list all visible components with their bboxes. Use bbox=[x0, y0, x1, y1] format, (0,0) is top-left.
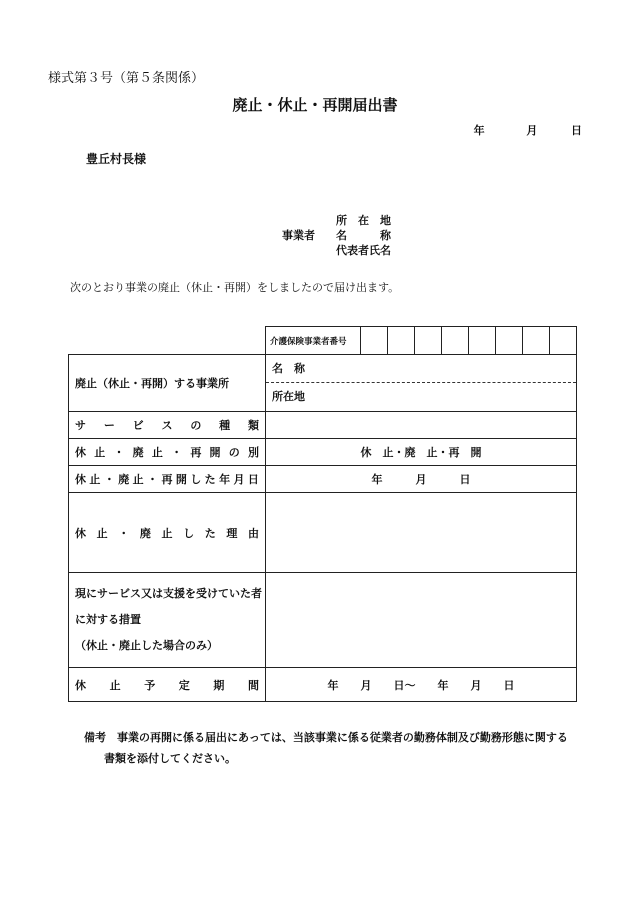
label-char: ・ bbox=[113, 446, 125, 459]
office-label: 廃止（休止・再開）する事業所 bbox=[69, 355, 266, 412]
label-char: の bbox=[190, 419, 202, 432]
label-char: 予 bbox=[144, 678, 156, 692]
label-char: 休 bbox=[75, 473, 86, 486]
label-char: た bbox=[204, 526, 216, 540]
label-char: 止 bbox=[151, 446, 163, 459]
reason-field[interactable] bbox=[266, 493, 577, 573]
label-char: た bbox=[204, 473, 216, 486]
service-type-row bbox=[69, 412, 577, 439]
date-day-label: 日 bbox=[571, 124, 582, 137]
label-char: ビ bbox=[132, 419, 144, 432]
reason-label bbox=[69, 493, 266, 573]
label-char: 理 bbox=[226, 526, 238, 540]
category-value[interactable]: 休 止・廃 止・再 開 bbox=[266, 439, 577, 466]
form-number: 様式第３号（第５条関係） bbox=[48, 71, 205, 86]
label-char: 月 bbox=[233, 473, 245, 486]
measures-line-1: 現にサービス又は支援を受けていた者 bbox=[75, 587, 262, 600]
label-char: し bbox=[183, 526, 195, 540]
notification-table bbox=[68, 326, 577, 702]
provider-number-label: 介護保険事業者番号 bbox=[266, 327, 361, 355]
sender-address-label: 所 在 地 bbox=[336, 214, 391, 227]
sender-name-label: 名 称 bbox=[336, 229, 391, 242]
sender-block bbox=[282, 213, 400, 258]
label-char: 止 bbox=[161, 526, 173, 540]
label-char: し bbox=[190, 473, 202, 486]
label-char: 止 bbox=[94, 446, 106, 459]
label-char: 再 bbox=[190, 446, 202, 459]
provider-number-digit-8[interactable] bbox=[550, 327, 577, 355]
provider-number-digit-3[interactable] bbox=[415, 327, 442, 355]
office-row bbox=[69, 355, 577, 412]
measures-field[interactable] bbox=[266, 573, 577, 668]
label-char: 別 bbox=[247, 446, 259, 459]
label-char: 止 bbox=[132, 473, 144, 486]
category-row bbox=[69, 439, 577, 466]
measures-line-2: に対する措置 bbox=[75, 613, 141, 626]
sender-representative-label: 代表者氏名 bbox=[336, 244, 391, 257]
label-char: 類 bbox=[247, 419, 259, 432]
period-label bbox=[69, 668, 266, 702]
reason-row bbox=[69, 493, 577, 573]
provider-number-digit-6[interactable] bbox=[496, 327, 523, 355]
date-month-label: 月 bbox=[526, 124, 538, 137]
label-char: 間 bbox=[247, 678, 259, 692]
date-row bbox=[69, 466, 577, 493]
label-char: ス bbox=[161, 419, 173, 432]
date-year-label: 年 bbox=[473, 124, 485, 137]
provider-number-digit-5[interactable] bbox=[469, 327, 496, 355]
notes bbox=[84, 727, 568, 769]
service-type-field[interactable] bbox=[266, 412, 577, 439]
label-char: 種 bbox=[219, 419, 231, 432]
label-char: ・ bbox=[103, 473, 115, 486]
provider-number-digit-4[interactable] bbox=[442, 327, 469, 355]
measures-row bbox=[69, 573, 577, 668]
label-char: ・ bbox=[147, 473, 159, 486]
notes-line-1: 備考 事業の再開に係る届出にあっては、当該事業に係る従業者の勤務体制及び勤務形態に関する bbox=[84, 731, 568, 744]
provider-number-row bbox=[69, 327, 577, 355]
label-char: 休 bbox=[75, 446, 86, 459]
label-char: 由 bbox=[248, 526, 259, 540]
category-label bbox=[69, 439, 266, 466]
period-value[interactable]: 年 月 日～ 年 月 日 bbox=[266, 668, 577, 702]
label-char: 止 bbox=[89, 473, 101, 486]
provider-number-digit-1[interactable] bbox=[361, 327, 388, 355]
label-char: 休 bbox=[75, 678, 86, 692]
office-address-label: 所在地 bbox=[272, 390, 305, 403]
period-row bbox=[69, 668, 577, 702]
label-char: ・ bbox=[118, 526, 130, 540]
submission-date bbox=[474, 122, 582, 138]
label-char: 年 bbox=[219, 473, 231, 486]
label-char: サ bbox=[75, 419, 86, 432]
provider-number-digit-7[interactable] bbox=[523, 327, 550, 355]
label-char: 日 bbox=[247, 473, 259, 486]
label-char: 休 bbox=[75, 526, 86, 540]
office-name-label: 名 称 bbox=[266, 355, 576, 383]
label-char: 期 bbox=[213, 678, 225, 692]
label-char: ー bbox=[103, 419, 115, 432]
label-char: 廃 bbox=[132, 446, 144, 459]
notes-line-2: 書類を添付してください。 bbox=[104, 752, 236, 765]
addressee: 豊丘村長様 bbox=[86, 152, 147, 166]
label-char: 開 bbox=[175, 473, 187, 486]
service-type-label bbox=[69, 412, 266, 439]
label-char: 定 bbox=[178, 678, 190, 692]
date-label bbox=[69, 466, 266, 493]
label-char: 廃 bbox=[118, 473, 130, 486]
label-char: 開 bbox=[209, 446, 221, 459]
label-char: 廃 bbox=[139, 526, 151, 540]
document-title: 廃止・休止・再開届出書 bbox=[232, 96, 398, 114]
sender-operator-label: 事業者 bbox=[282, 229, 315, 242]
measures-line-3: （休止・廃止した場合のみ） bbox=[75, 639, 218, 652]
provider-number-digit-2[interactable] bbox=[388, 327, 415, 355]
date-value[interactable]: 年 月 日 bbox=[266, 466, 577, 493]
label-char: の bbox=[228, 446, 240, 459]
label-char: ・ bbox=[171, 446, 183, 459]
label-char: 再 bbox=[161, 473, 173, 486]
office-field[interactable] bbox=[266, 355, 577, 412]
label-char: 止 bbox=[109, 678, 121, 692]
measures-label bbox=[69, 573, 266, 668]
intro-text: 次のとおり事業の廃止（休止・再開）をしましたので届け出ます。 bbox=[70, 281, 400, 294]
label-char: 止 bbox=[96, 526, 108, 540]
